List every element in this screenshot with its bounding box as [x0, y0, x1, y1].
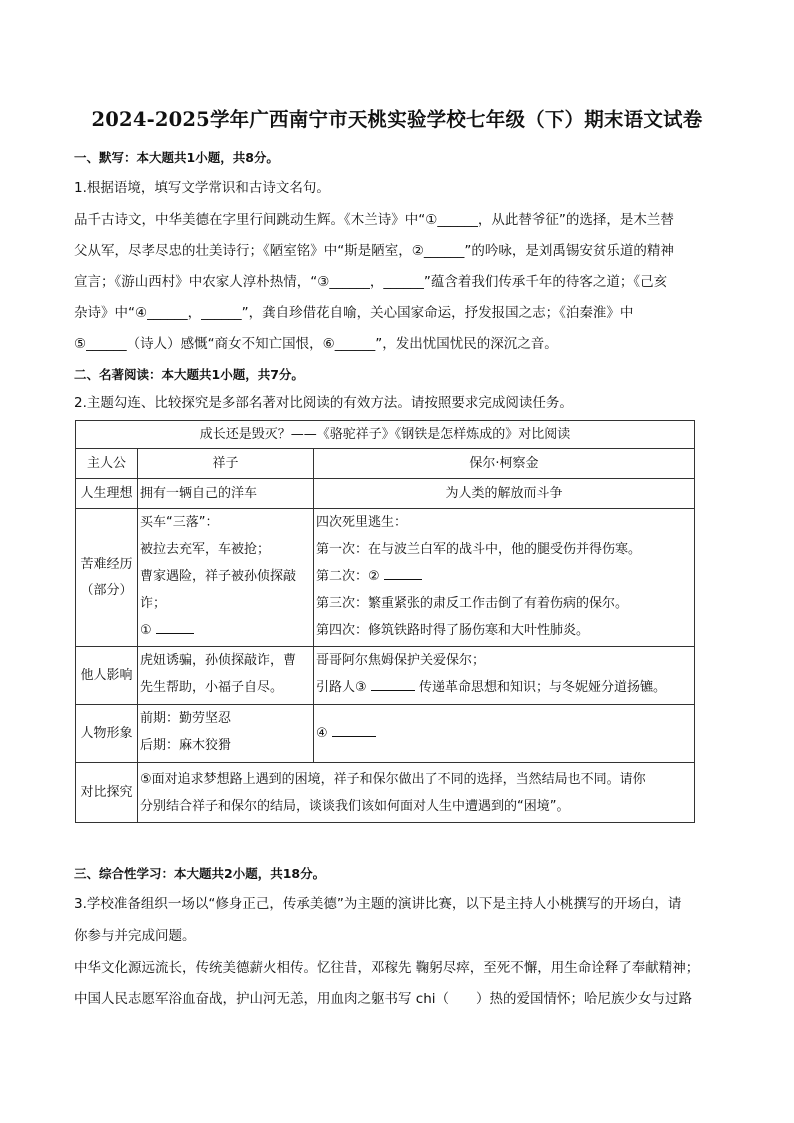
q1-line-3: 宣言；《游山西村》中农家人淳朴热情，“③______，______”蕴含着我们传承千年的待客之道；《己亥: [74, 274, 668, 290]
row-label-compare: 对比探究: [76, 763, 138, 823]
row-influence: [76, 647, 695, 705]
q1-line-4: 杂诗》中“④______，______”，龚自珍借花自喻，关心国家命运，抒发报国之志；《泊秦淮》中: [74, 305, 634, 321]
row-label-image: 人物形象: [76, 705, 138, 763]
answer-blank-4[interactable]: [332, 722, 376, 737]
header-protagonist: 主人公: [76, 449, 138, 479]
image-xiangzi: 前期：勤劳坚忍 后期：麻木狡猾: [138, 705, 314, 763]
answer-blank-2[interactable]: [384, 565, 422, 580]
q3-body-line-2: 中国人民志愿军浴血奋战，护山河无恙，用血肉之躯书写 chi（ ）热的爱国情怀；哈尼族少女与过路: [74, 991, 693, 1007]
q1-line-1: 品千古诗文，中华美德在字里行间跳动生辉。《木兰诗》中“①______，从此替爷征”的选择，是木兰替: [74, 212, 674, 228]
q3-prompt-line-1: 3.学校准备组织一场以“修身正己，传承美德”为主题的演讲比赛，以下是主持人小桃撰写的开场白，请: [74, 896, 682, 912]
hardship-xiangzi: 买车“三落”： 被拉去充军，车被抢； 曹家遇险，祥子被孙侦探敲 诈； ①: [138, 509, 314, 647]
answer-blank-1[interactable]: [156, 619, 194, 634]
q3-prompt-line-2: 你参与并完成问题。: [74, 928, 196, 944]
hardship-paul: 四次死里逃生： 第一次：在与波兰白军的战斗中，他的腿受伤并得伤寒。 第二次：② 第三次：繁重紧张的肃反工作击倒了有着伤病的保尔。 第四次：修筑铁路时得了肠伤寒和大叶性肺炎。: [314, 509, 695, 647]
q2-prompt: 2.主题勾连、比较探究是多部名著对比阅读的有效方法。请按照要求完成阅读任务。: [74, 395, 573, 411]
section-3-heading: 三、综合性学习：本大题共2小题，共18分。: [74, 866, 326, 881]
ideal-xiangzi: 拥有一辆自己的洋车: [138, 479, 314, 509]
q1-line-5: ⑤______（诗人）感慨“商女不知亡国恨，⑥______”，发出忧国忧民的深沉之音。: [74, 336, 558, 352]
row-ideal: [76, 479, 695, 509]
row-label-influence: 他人影响: [76, 647, 138, 705]
ideal-paul: 为人类的解放而斗争: [314, 479, 695, 509]
compare-question: ⑤面对追求梦想路上遇到的困境，祥子和保尔做出了不同的选择，当然结局也不同。请你 分别结合祥子和保尔的结局，谈谈我们该如何面对人生中遭遇到的“困境”。: [138, 763, 695, 823]
section-2-heading: 二、名著阅读：本大题共1小题，共7分。: [74, 367, 304, 382]
header-paul: 保尔·柯察金: [314, 449, 695, 479]
page-title: 2024-2025学年广西南宁市天桃实验学校七年级（下）期末语文试卷: [91, 108, 703, 131]
row-label-hardship: 苦难经历 （部分）: [76, 509, 138, 647]
row-label-ideal: 人生理想: [76, 479, 138, 509]
section-1-heading: 一、默写：本大题共1小题，共8分。: [74, 150, 279, 165]
influence-xiangzi: 虎妞诱骗，孙侦探敲诈，曹 先生帮助，小福子自尽。: [138, 647, 314, 705]
table-caption: 成长还是毁灭？——《骆驼祥子》《钢铁是怎样炼成的》对比阅读: [76, 421, 695, 449]
q1-line-2: 父从军，尽孝尽忠的壮美诗行；《陋室铭》中“斯是陋室，②______”的吟咏，是刘禹锡安贫乐道的精神: [74, 243, 674, 259]
answer-blank-3[interactable]: [371, 676, 415, 691]
influence-paul: 哥哥阿尔焦姆保护关爱保尔； 引路人③ 传递革命思想和知识；与冬妮娅分道扬镳。: [314, 647, 695, 705]
table-header-row: [76, 449, 695, 479]
q3-body-line-1: 中华文化源远流长，传统美德薪火相传。忆往昔，邓稼先 鞠躬尽瘁，至死不懈，用生命诠释了奉献精神；: [74, 960, 700, 976]
row-image: [76, 705, 695, 763]
q1-prompt: 1.根据语境，填写文学常识和古诗文名句。: [74, 180, 330, 196]
header-xiangzi: 祥子: [138, 449, 314, 479]
row-compare: [76, 763, 695, 823]
row-hardship: [76, 509, 695, 647]
comparison-table: [75, 420, 695, 823]
image-paul: ④: [314, 705, 695, 763]
